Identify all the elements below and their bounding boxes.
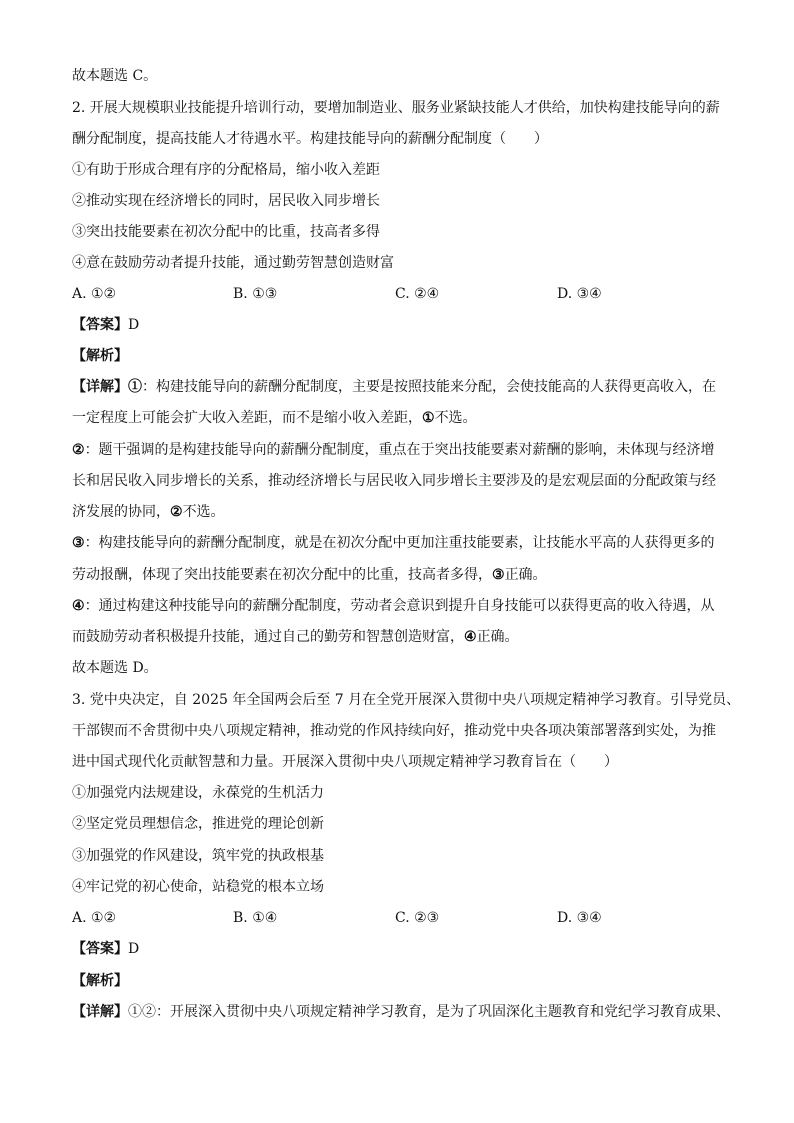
q3-option-b: B. ①④ xyxy=(233,910,278,926)
detail-text: ：构建技能导向的薪酬分配制度，主要是按照技能来分配，会使技能高的人获得更高收入，在 xyxy=(142,379,716,395)
q2-statement-2: ②推动实现在经济增长的同时，居民收入同步增长 xyxy=(72,193,380,209)
q2-statement-4: ④意在鼓励劳动者提升技能，通过勤劳智慧创造财富 xyxy=(72,255,394,271)
q2-answer xyxy=(72,315,732,335)
q2-option-c: C. ②④ xyxy=(395,286,440,302)
q3-option-a: A. ①② xyxy=(72,910,117,926)
detail-mark: ③ xyxy=(492,567,505,583)
q2-detail-2-line-2: 长和居民收入同步增长的关系，推动经济增长与居民收入同步增长主要涉及的是宏观层面的分配政策与经 xyxy=(72,473,716,489)
detail-text: 而鼓励劳动者积极提升技能，通过自己的勤劳和智慧创造财富， xyxy=(72,629,464,645)
detail-mark: ① xyxy=(422,410,435,426)
q2-option-b: B. ①③ xyxy=(233,286,278,302)
detail-text: 济发展的协同， xyxy=(72,504,170,520)
q3-option-c: C. ②③ xyxy=(395,910,440,926)
detail-mark: ① xyxy=(128,379,142,395)
q3-stem-line-3: 进中国式现代化贡献智慧和力量。开展深入贯彻中央八项规定精神学习教育旨在（ ） xyxy=(72,754,618,770)
detail-text: 一定程度上可能会扩大收入差距，而不是缩小收入差距， xyxy=(72,410,422,426)
q2-detail-3-line-1 xyxy=(72,533,732,553)
q3-analysis-tag: 【解析】 xyxy=(72,973,128,989)
q3-option-d: D. ③④ xyxy=(557,910,602,926)
q2-detail-1-line-2 xyxy=(72,408,732,428)
q2-detail-4-line-2 xyxy=(72,627,732,647)
q2-conclusion: 故本题选 D。 xyxy=(72,660,158,676)
q2-stem-line-1: 2. 开展大规模职业技能提升培训行动，要增加制造业、服务业紧缺技能人才供给，加快构建技能导向的薪 xyxy=(72,100,720,116)
detail-text: 正确。 xyxy=(504,567,547,583)
detail-text: 不选。 xyxy=(182,504,225,520)
q3-statement-4: ④牢记党的初心使命，站稳党的根本立场 xyxy=(72,879,324,895)
q2-stem-line-2: 酬分配制度，提高技能人才待遇水平。构建技能导向的薪酬分配制度（ ） xyxy=(72,131,548,147)
q3-answer xyxy=(72,939,732,959)
q2-detail-3-line-2 xyxy=(72,565,732,585)
detail-text: ：构建技能导向的薪酬分配制度，就是在初次分配中更加注重技能要素，让技能水平高的人获得更多的 xyxy=(84,535,715,551)
answer-value: D xyxy=(128,941,140,957)
q3-detail-1-line-1 xyxy=(72,1002,732,1022)
q2-option-d: D. ③④ xyxy=(557,286,602,302)
detail-tag: 【详解】 xyxy=(72,379,128,395)
q2-detail-2-line-1 xyxy=(72,440,732,460)
answer-value: D xyxy=(128,317,140,333)
answer-tag: 【答案】 xyxy=(72,941,128,957)
q3-stem-line-1: 3. 党中央决定，自 2025 年全国两会后至 7 月在全党开展深入贯彻中央八项规定精神学习教育。引导党员、 xyxy=(72,692,741,708)
detail-mark: ④ xyxy=(464,629,477,645)
detail-text: ：题干强调的是构建技能导向的薪酬分配制度，重点在于突出技能要素对薪酬的影响，未体现与经济增 xyxy=(84,442,715,458)
q2-option-a: A. ①② xyxy=(72,286,117,302)
detail-text: 劳动报酬，体现了突出技能要素在初次分配中的比重，技高者多得， xyxy=(72,567,492,583)
q2-detail-2-line-3 xyxy=(72,502,732,522)
detail-mark: ② xyxy=(72,442,85,458)
q1-conclusion: 故本题选 C。 xyxy=(72,68,158,84)
detail-text: ：通过构建这种技能导向的薪酬分配制度，劳动者会意识到提升自身技能可以获得更高的收入待遇，从 xyxy=(84,598,715,614)
q2-detail-1-line-1 xyxy=(72,377,732,397)
q3-statement-2: ②坚定党员理想信念，推进党的理论创新 xyxy=(72,816,324,832)
q2-analysis-tag: 【解析】 xyxy=(72,348,128,364)
q3-statement-3: ③加强党的作风建设，筑牢党的执政根基 xyxy=(72,848,324,864)
q2-statement-3: ③突出技能要素在初次分配中的比重，技高者多得 xyxy=(72,224,380,240)
q3-stem-line-2: 干部锲而不舍贯彻中央八项规定精神，推动党的作风持续向好，推动党中央各项决策部署落到实处，为推 xyxy=(72,723,716,739)
q3-statement-1: ①加强党内法规建设，永葆党的生机活力 xyxy=(72,785,324,801)
detail-mark: ④ xyxy=(72,598,85,614)
detail-mark: ③ xyxy=(72,535,85,551)
detail-text: 不选。 xyxy=(434,410,477,426)
answer-tag: 【答案】 xyxy=(72,317,128,333)
q2-detail-4-line-1 xyxy=(72,596,732,616)
detail-tag: 【详解】 xyxy=(72,1004,128,1020)
detail-mark: ② xyxy=(170,504,183,520)
detail-text: ①②：开展深入贯彻中央八项规定精神学习教育，是为了巩固深化主题教育和党纪学习教育成果、 xyxy=(128,1004,730,1020)
q2-statement-1: ①有助于形成合理有序的分配格局，缩小收入差距 xyxy=(72,162,380,178)
detail-text: 正确。 xyxy=(476,629,519,645)
